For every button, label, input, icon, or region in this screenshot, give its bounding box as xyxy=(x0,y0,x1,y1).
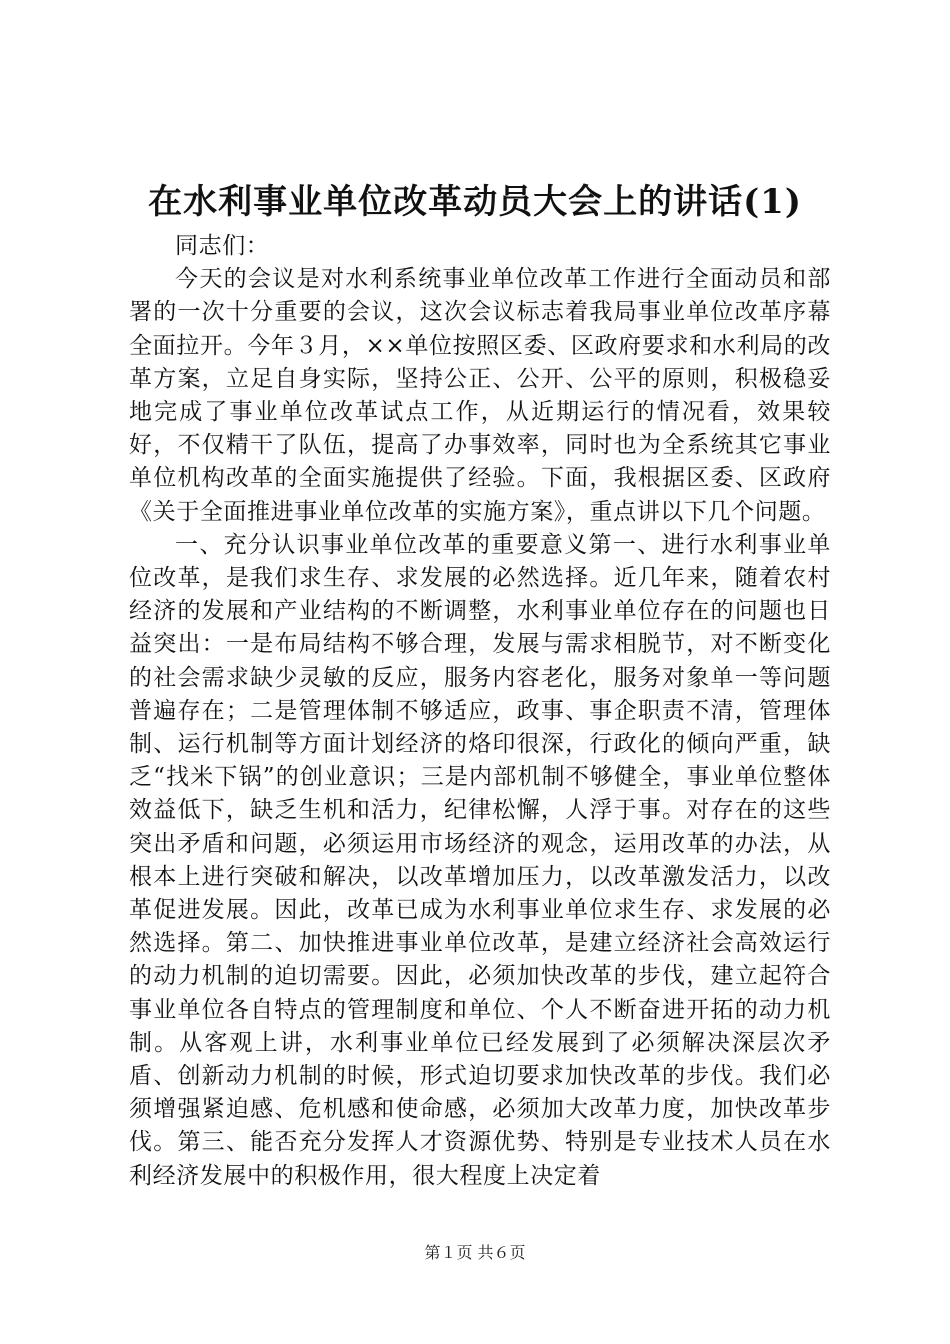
page-footer: 第１页 共６页 xyxy=(424,1243,526,1262)
document-title: 在水利事业单位改革动员大会上的讲话(1) xyxy=(148,182,802,222)
paragraph-2: 一、充分认识事业单位改革的重要意义第一、进行水利事业单位改革，是我们求生存、求发展的必然选择。近几年来，随着农村经济的发展和产业结构的不断调整，水利事业单位存在的问题也日益突出：一是布局结构不够合理，发展与需求相脱节，对不断变化的社会需求缺少灵敏的反应，服务内容老化，服务对象单一等问题普遍存在；二是管理体制不够适应，政事、事企职责不清，管理体制、运行机制等方面计划经济的烙印很深，行政化的倾向严重，缺乏“找米下锅”的创业意识；三是内部机制不够健全，事业单位整体效益低下，缺乏生机和活力，纪律松懈，人浮于事。对存在的这些突出矛盾和问题，必须运用市场经济的观念，运用改革的办法，从根本上进行突破和解决，以改革增加压力，以改革激发活力，以改革促进发展。因此，改革已成为水利事业单位求生存、求发展的必然选择。第二、加快推进事业单位改革，是建立经济社会高效运行的动力机制的迫切需要。因此，必须加快改革的步伐，建立起符合事业单位各自特点的管理制度和单位、个人不断奋进开拓的动力机制。从客观上讲，水利事业单位已经发展到了必须解决深层次矛盾、创新动力机制的时候，形式迫切要求加快改革的步伐。我们必须增强紧迫感、危机感和使命感，必须加大改革力度，加快改革步伐。第三、能否充分发挥人才资源优势、特别是专业技术人员在水利经济发展中的积极作用，很大程度上决定着 xyxy=(129,531,831,1189)
paragraph-1: 今天的会议是对水利系统事业单位改革工作进行全面动员和部署的一次十分重要的会议，这次会议标志着我局事业单位改革序幕全面拉开。今年３月，××单位按照区委、区政府要求和水利局的改革方案，立足自身实际，坚持公正、公开、公平的原则，积极稳妥地完成了事业单位改革试点工作，从近期运行的情况看，效果较好，不仅精干了队伍，提高了办事效率，同时也为全系统其它事业单位机构改革的全面实施提供了经验。下面，我根据区委、区政府《关于全面推进事业单位改革的实施方案》，重点讲以下几个问题。 xyxy=(129,266,831,525)
document-body xyxy=(129,230,831,1193)
greeting: 同志们： xyxy=(175,233,270,259)
